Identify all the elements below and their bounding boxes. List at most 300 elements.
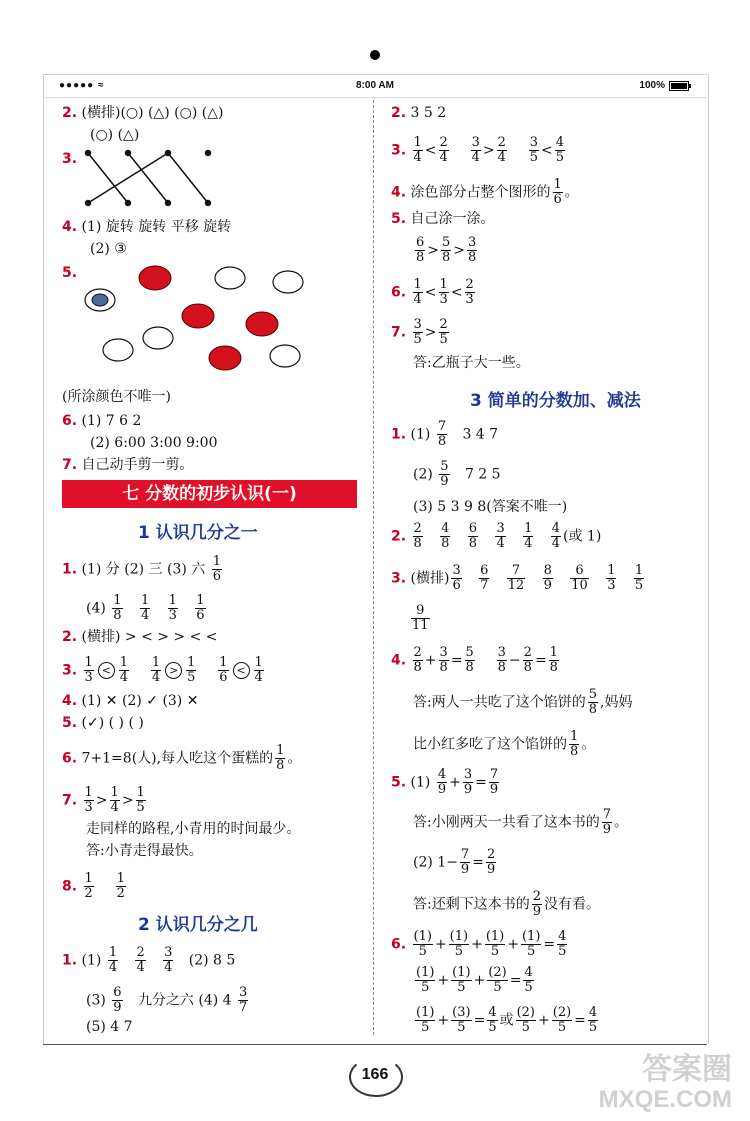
fraction — [413, 318, 423, 347]
fraction-denominator: 3 — [84, 670, 93, 685]
fraction — [486, 848, 496, 877]
fraction-numerator: 2 — [532, 889, 541, 904]
fraction-numerator: 4 — [588, 1005, 598, 1020]
text-segment: 。 — [564, 184, 579, 201]
fraction — [602, 808, 612, 837]
fraction — [163, 946, 173, 975]
fraction-denominator: 5 — [558, 944, 567, 959]
right-q7-row2 — [413, 354, 530, 372]
left-q2 — [62, 104, 223, 122]
fraction-numerator: 4 — [441, 521, 450, 536]
fraction — [552, 1006, 572, 1035]
text-segment: + — [471, 936, 483, 953]
fraction — [437, 420, 447, 449]
fraction-denominator: 8 — [413, 660, 422, 675]
fraction-denominator: 5 — [634, 578, 644, 593]
fraction-denominator: 8 — [570, 744, 579, 759]
text-segment: 7 2 5 — [464, 466, 501, 483]
fraction-numerator: 3 — [413, 317, 422, 332]
fraction-denominator: 5 — [421, 1020, 430, 1035]
fraction-denominator: 6 — [553, 192, 562, 207]
fraction-numerator: 1 — [524, 521, 533, 536]
fraction-denominator: 9 — [532, 904, 541, 919]
fraction-denominator: 12 — [507, 578, 525, 593]
fraction-denominator: 8 — [276, 758, 285, 773]
text-segment: < — [541, 142, 553, 159]
fraction-numerator: 3 — [463, 767, 473, 782]
fraction-denominator: 8 — [549, 660, 558, 675]
fraction-denominator: 4 — [496, 536, 505, 551]
fraction-denominator: 9 — [602, 822, 611, 837]
question-number: 6. — [62, 750, 78, 767]
text-segment: + — [538, 1012, 550, 1029]
text-segment: < — [424, 284, 437, 301]
fraction — [487, 966, 507, 995]
s3-q4-ans1 — [413, 688, 632, 717]
fraction — [415, 966, 435, 995]
fraction-denominator: 4 — [110, 800, 119, 815]
fraction-denominator: 5 — [588, 1020, 598, 1035]
battery-percent: 100% — [639, 80, 665, 91]
fraction-numerator: 1 — [108, 945, 118, 960]
fraction — [588, 688, 598, 717]
fraction-numerator: 5 — [465, 645, 474, 660]
fraction — [212, 555, 222, 584]
question-number: 6. — [62, 413, 78, 429]
question-number: 7. — [62, 457, 78, 473]
page-number-text: 166 — [361, 1066, 389, 1083]
right-q2 — [391, 104, 446, 122]
left-q5 — [62, 264, 77, 282]
fraction — [441, 236, 451, 265]
fraction-denominator: 5 — [529, 150, 539, 165]
fraction — [119, 656, 129, 685]
s1-q1-row2 — [86, 594, 208, 623]
fraction-denominator: 4 — [119, 670, 129, 685]
text-segment: = — [475, 774, 487, 791]
fraction-numerator: 6 — [468, 521, 478, 536]
fraction-numerator: 1 — [276, 743, 285, 758]
fraction — [413, 278, 423, 307]
fraction-denominator: 6 — [212, 569, 221, 584]
fraction-numerator: 1 — [570, 729, 579, 744]
fraction — [195, 594, 205, 623]
fraction-numerator: 7 — [460, 847, 470, 862]
chapter-title: 七 分数的初步认识(一) — [122, 484, 297, 504]
fraction-numerator: 6 — [416, 235, 425, 250]
right-q4 — [391, 178, 579, 207]
fraction-denominator: 7 — [480, 578, 489, 593]
text-segment: 答:还剩下这本书的 — [413, 896, 530, 913]
text-segment: = — [472, 854, 484, 871]
fraction-denominator: 5 — [490, 944, 500, 959]
fraction-denominator: 9 — [113, 1000, 122, 1015]
fraction-numerator: 1 — [84, 785, 93, 800]
fraction-denominator: 8 — [465, 660, 474, 675]
section-heading-1: 1 认识几分之一 — [138, 523, 258, 543]
right-q3 — [391, 136, 567, 165]
s1-q4 — [62, 692, 198, 710]
fraction — [634, 564, 644, 593]
fraction-denominator: 8 — [468, 250, 477, 265]
fraction-numerator: 2 — [523, 645, 532, 660]
question-number: 6. — [391, 284, 407, 301]
fraction — [521, 930, 541, 959]
s3-q3 — [391, 564, 646, 593]
question-number: 1. — [62, 561, 78, 578]
text-segment: > — [95, 792, 108, 809]
column-divider — [373, 100, 374, 1035]
text-segment: 答:小刚两天一共看了这本书的 — [413, 814, 600, 831]
fraction-denominator: 5 — [439, 332, 448, 347]
text-segment: > — [424, 324, 437, 341]
text-segment: + — [507, 936, 519, 953]
fraction-numerator: 2 — [439, 317, 448, 332]
fraction-numerator: (1) — [452, 965, 471, 980]
fraction-denominator: 3 — [84, 800, 93, 815]
fraction — [112, 986, 122, 1015]
fraction — [437, 768, 447, 797]
text-segment: 没有看。 — [544, 896, 600, 913]
fraction — [451, 564, 461, 593]
fraction-denominator: 4 — [413, 150, 422, 165]
fraction-numerator: 7 — [602, 807, 611, 822]
left-q6 — [62, 412, 141, 430]
fraction — [140, 594, 150, 623]
left-q3 — [62, 150, 77, 168]
text-segment: 3 4 7 — [462, 426, 499, 443]
fraction-numerator: 5 — [440, 459, 449, 474]
fraction — [487, 1006, 497, 1035]
fraction-numerator: 4 — [524, 965, 533, 980]
section-heading-2: 2 认识几分之几 — [138, 915, 258, 935]
answer-text: (1) ✕ (2) ✓ (3) ✕ — [81, 693, 199, 709]
fraction-denominator: 8 — [413, 536, 422, 551]
fraction-denominator: 6 — [219, 670, 228, 685]
fraction-numerator: 1 — [413, 135, 422, 150]
answer-text: 3 5 2 — [410, 105, 447, 121]
s3-q1 — [391, 420, 498, 449]
text-segment: (3) 5 3 9 8(答案不唯一) — [413, 499, 568, 515]
left-q6-row2 — [90, 434, 218, 452]
fraction — [411, 604, 430, 633]
text-segment: > — [427, 242, 440, 259]
fraction-numerator: 1 — [553, 177, 562, 192]
question-number: 2. — [62, 629, 78, 645]
question-number: 5. — [62, 715, 78, 731]
text-segment: 或 — [499, 1012, 514, 1029]
battery-icon — [669, 81, 689, 91]
answer-text: (2) 6:00 3:00 9:00 — [90, 435, 218, 451]
fraction — [108, 946, 118, 975]
fraction — [569, 730, 579, 759]
fraction-denominator: 9 — [486, 862, 496, 877]
fraction-numerator: 2 — [465, 277, 474, 292]
fraction-numerator: 4 — [551, 521, 560, 536]
goldfish-red — [139, 266, 278, 370]
fraction-numerator: (2) — [516, 1005, 536, 1020]
fraction — [254, 656, 264, 685]
match-line — [88, 153, 128, 203]
fraction — [495, 522, 505, 551]
fraction — [439, 646, 449, 675]
fraction — [413, 136, 423, 165]
fraction — [439, 136, 449, 165]
fraction-numerator: 2 — [486, 847, 496, 862]
fraction-numerator: 3 — [497, 645, 506, 660]
fraction-denominator: 2 — [116, 886, 125, 901]
fraction-numerator: 1 — [110, 785, 119, 800]
fraction-numerator: 1 — [196, 593, 205, 608]
fraction-denominator: 5 — [557, 1020, 567, 1035]
fraction-numerator: 2 — [136, 945, 145, 960]
s3-q2 — [391, 522, 601, 551]
text-segment: > — [121, 792, 134, 809]
fraction-numerator: 5 — [442, 235, 451, 250]
fraction — [543, 564, 553, 593]
question-number: 7. — [391, 324, 407, 341]
page-bottom-rule — [43, 1044, 707, 1045]
fraction-numerator: 1 — [212, 554, 221, 569]
fraction-denominator: 8 — [523, 660, 532, 675]
s3-q5-row2 — [413, 848, 498, 877]
fraction-numerator: 6 — [480, 563, 489, 578]
fraction — [415, 236, 425, 265]
fraction-denominator: 8 — [441, 536, 450, 551]
fraction-numerator: (1) — [416, 965, 435, 980]
fraction-denominator: 4 — [439, 150, 448, 165]
fraction-denominator: 9 — [437, 782, 447, 797]
question-number: 2. — [391, 105, 407, 121]
fraction — [168, 594, 178, 623]
fraction — [489, 768, 499, 797]
answer-text: (1) 旋转 旋转 平移 旋转 — [81, 219, 232, 235]
left-q5-note — [62, 388, 171, 406]
s1-q5 — [62, 714, 144, 732]
s2-q1-row3 — [86, 1018, 133, 1036]
answer-text: 答:乙瓶子大一些。 — [413, 355, 530, 371]
fraction-numerator: 3 — [471, 135, 480, 150]
text-segment: (横排) — [410, 570, 450, 587]
fraction — [606, 564, 616, 593]
fraction — [529, 136, 539, 165]
fraction-numerator: 4 — [555, 135, 565, 150]
text-segment: = — [473, 1012, 486, 1029]
s3-q6-row3 — [413, 1006, 600, 1035]
fraction-numerator: (1) — [449, 929, 469, 944]
answer-text: 自己动手剪一剪。 — [81, 457, 194, 473]
fraction — [523, 522, 533, 551]
fraction-numerator: 1 — [113, 593, 122, 608]
fraction-numerator: 1 — [116, 871, 125, 886]
fraction — [84, 656, 94, 685]
camera-dot — [370, 50, 380, 60]
fraction-denominator: 9 — [440, 474, 449, 489]
fraction — [479, 564, 489, 593]
answer-text: (1) 分 (2) 三 (3) 六 — [81, 561, 206, 578]
fraction — [465, 278, 475, 307]
text-segment: 答:两人一共吃了这个馅饼的 — [413, 694, 586, 711]
fraction-denominator: 5 — [555, 150, 565, 165]
fraction-numerator: 9 — [411, 604, 430, 619]
fraction-denominator: 5 — [454, 944, 464, 959]
answer-text: 走同样的路程,小青用的时间最少。 — [86, 821, 301, 837]
fraction — [553, 178, 563, 207]
fraction-denominator: 8 — [468, 536, 478, 551]
fraction-denominator: 5 — [187, 670, 196, 685]
text-segment: + — [437, 1012, 450, 1029]
answer-text: 7+1=8(人),每人吃这个蛋糕的 — [81, 750, 274, 767]
s3-q5-ans1 — [413, 808, 628, 837]
fraction — [468, 522, 478, 551]
fraction-denominator: 4 — [151, 670, 161, 685]
watermark-line2: MXQE.COM — [598, 1086, 732, 1113]
answer-text: (5) 4 7 — [86, 1019, 133, 1035]
fraction-denominator: 3 — [607, 578, 616, 593]
fraction-denominator: 4 — [497, 150, 506, 165]
fraction-numerator: (1) — [416, 1005, 435, 1020]
fraction-denominator: 5 — [493, 980, 502, 995]
question-number: 4. — [62, 693, 78, 709]
s3-q4-ans2 — [413, 730, 595, 759]
fraction-denominator: 8 — [113, 608, 122, 623]
fraction-numerator: 7 — [437, 419, 447, 434]
fraction-numerator: 1 — [549, 645, 558, 660]
fraction-denominator: 3 — [439, 292, 448, 307]
fraction — [112, 594, 122, 623]
text-segment: < — [424, 142, 437, 159]
fraction-denominator: 5 — [521, 1020, 530, 1035]
status-time: 8:00 AM — [356, 80, 394, 91]
text-segment: = — [543, 936, 556, 953]
match-line — [88, 153, 168, 203]
fraction — [218, 656, 228, 685]
fraction-denominator: 5 — [136, 800, 145, 815]
fraction — [523, 966, 533, 995]
fraction-numerator: 1 — [151, 655, 161, 670]
fraction-denominator: 4 — [164, 960, 173, 975]
fraction — [557, 930, 567, 959]
s1-q7 — [62, 786, 148, 815]
fraction-numerator: 2 — [413, 645, 422, 660]
fraction-numerator: 1 — [634, 563, 644, 578]
fraction-denominator: 11 — [412, 618, 429, 633]
fraction-numerator: 1 — [439, 277, 448, 292]
signal-indicator: ●●●●● ≈ — [59, 80, 105, 91]
fraction-numerator: (2) — [552, 1005, 572, 1020]
fraction-denominator: 5 — [413, 332, 422, 347]
text-segment: (1) — [410, 774, 431, 791]
fraction — [523, 646, 533, 675]
fraction — [238, 986, 248, 1015]
fraction — [136, 786, 146, 815]
fraction-numerator: 1 — [219, 655, 228, 670]
matching-lines-diagram — [80, 148, 220, 208]
left-q2-row2 — [90, 126, 139, 144]
right-q5 — [391, 210, 495, 228]
fraction — [465, 646, 475, 675]
text-segment: + — [424, 652, 437, 669]
fraction — [186, 656, 196, 685]
fraction-denominator: 3 — [465, 292, 474, 307]
text-segment: (或 1) — [563, 528, 602, 545]
text-segment: + — [437, 972, 450, 989]
fraction-numerator: 1 — [254, 655, 263, 670]
fraction — [413, 930, 433, 959]
sub-label: (3) — [86, 992, 106, 1009]
fraction-denominator: 4 — [471, 150, 480, 165]
fraction-numerator: 1 — [84, 871, 93, 886]
fraction-numerator: 2 — [497, 135, 506, 150]
s3-q6 — [391, 930, 569, 959]
right-q5-row2 — [413, 236, 479, 265]
answer-text: 涂色部分占整个图形的 — [410, 184, 551, 201]
fraction-denominator: 5 — [527, 944, 536, 959]
fraction-numerator: 7 — [489, 767, 499, 782]
fraction — [471, 136, 481, 165]
s3-q4 — [391, 646, 561, 675]
fraction-denominator: 4 — [136, 960, 145, 975]
fraction — [451, 1006, 471, 1035]
answer-text: (1) 7 6 2 — [81, 413, 142, 429]
s1-q7-row3 — [86, 842, 203, 860]
fraction — [415, 1006, 435, 1035]
page-number — [345, 1055, 405, 1095]
text-segment: + — [473, 972, 486, 989]
fraction — [413, 522, 423, 551]
answer-text: (2) ③ — [90, 241, 127, 257]
sub-label: (4) — [86, 600, 106, 617]
text-segment: > — [453, 242, 466, 259]
s1-q7-row2 — [86, 820, 300, 838]
fraction-numerator: 2 — [413, 521, 422, 536]
fraction — [497, 646, 507, 675]
fraction — [151, 656, 161, 685]
fraction-numerator: (1) — [485, 929, 505, 944]
answer-text: (横排) > < > > < < — [81, 629, 218, 645]
fraction — [467, 236, 477, 265]
fraction — [413, 646, 423, 675]
fraction-numerator: 3 — [164, 945, 173, 960]
text-segment: + — [434, 936, 447, 953]
fraction-denominator: 9 — [463, 782, 473, 797]
question-number: 1. — [62, 952, 78, 969]
fraction-numerator: 1 — [140, 593, 150, 608]
fraction — [451, 966, 471, 995]
question-number: 2. — [391, 528, 407, 545]
watermark-logo — [599, 1055, 732, 1115]
fraction-numerator: 3 — [468, 235, 477, 250]
fraction-denominator: 4 — [551, 536, 560, 551]
fraction — [551, 522, 561, 551]
fraction-numerator: 8 — [543, 563, 552, 578]
text-segment: ,妈妈 — [600, 694, 633, 711]
fraction-numerator: 4 — [437, 767, 447, 782]
fraction-numerator: 3 — [439, 645, 448, 660]
s1-q1 — [62, 555, 224, 584]
fraction — [485, 930, 505, 959]
text-segment: 。 — [581, 736, 596, 753]
s1-q8 — [62, 872, 128, 901]
fraction-denominator: 8 — [416, 250, 425, 265]
s3-q5-ans2 — [413, 890, 600, 919]
s3-q3-row2 — [409, 604, 432, 633]
fraction-denominator: 8 — [588, 702, 597, 717]
fraction — [516, 1006, 536, 1035]
fraction — [532, 890, 542, 919]
right-q7 — [391, 318, 451, 347]
question-number: 8. — [62, 878, 78, 895]
